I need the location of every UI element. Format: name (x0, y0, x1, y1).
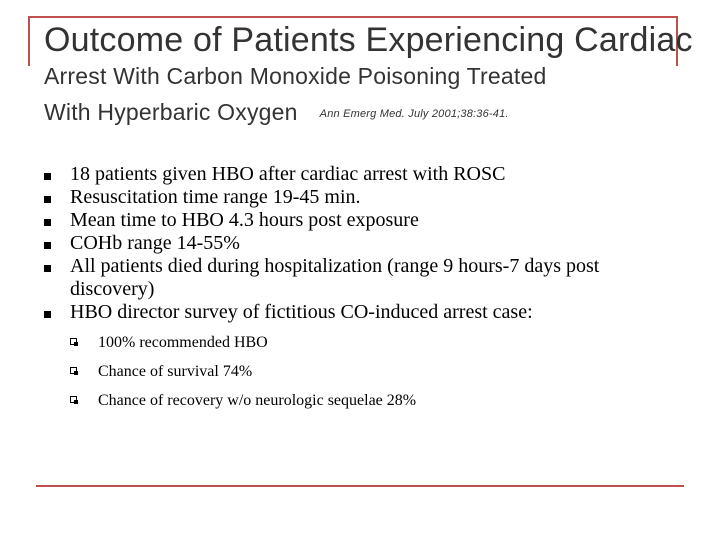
bullet-text: 18 patients given HBO after cardiac arrest with ROSC (70, 163, 506, 185)
list-item (44, 301, 684, 415)
title-line-1-text: Outcome of Patients Experiencing Cardiac (44, 21, 693, 59)
square-bullet-icon (44, 219, 51, 226)
title-line-3 (44, 94, 664, 132)
sub-list-item (70, 357, 684, 386)
bullet-text: All patients died during hospitalization (range 9 hours-7 days post discovery) (70, 255, 600, 300)
title-line-3-text: With Hyperbaric Oxygen (44, 99, 298, 125)
list-item (44, 255, 684, 301)
square-bullet-icon (44, 265, 51, 272)
square-bullet-icon (44, 173, 51, 180)
sub-bullet-list (70, 328, 684, 415)
square-bullet-icon (44, 242, 51, 249)
slide-title (44, 21, 693, 132)
list-item (44, 186, 684, 209)
citation: Ann Emerg Med. July 2001;38:36-41. (319, 108, 509, 120)
sub-bullet-text: Chance of survival 74% (98, 363, 253, 380)
sub-list-item (70, 386, 684, 415)
sub-bullet-text: 100% recommended HBO (98, 334, 268, 351)
bullet-text: COHb range 14-55% (70, 232, 240, 254)
top-rule (28, 16, 678, 18)
hollow-square-bullet-icon (70, 338, 77, 345)
hollow-square-bullet-icon (70, 367, 77, 374)
bullet-text: Mean time to HBO 4.3 hours post exposure (70, 209, 419, 231)
sub-list-item (70, 328, 684, 357)
left-rule (28, 16, 30, 66)
bullet-text: HBO director survey of fictitious CO-induced arrest case: (70, 301, 533, 323)
list-item (44, 232, 684, 255)
bullet-text: Resuscitation time range 19-45 min. (70, 186, 361, 208)
list-item (44, 209, 684, 232)
hollow-square-bullet-icon (70, 396, 77, 403)
square-bullet-icon (44, 196, 51, 203)
title-line-1 (44, 21, 693, 59)
title-line-2: Arrest With Carbon Monoxide Poisoning Treated (44, 63, 547, 89)
list-item (44, 163, 684, 186)
sub-bullet-text: Chance of recovery w/o neurologic sequelae 28% (98, 392, 417, 409)
square-bullet-icon (44, 311, 51, 318)
bottom-rule (36, 485, 684, 487)
bullet-list (44, 163, 684, 415)
